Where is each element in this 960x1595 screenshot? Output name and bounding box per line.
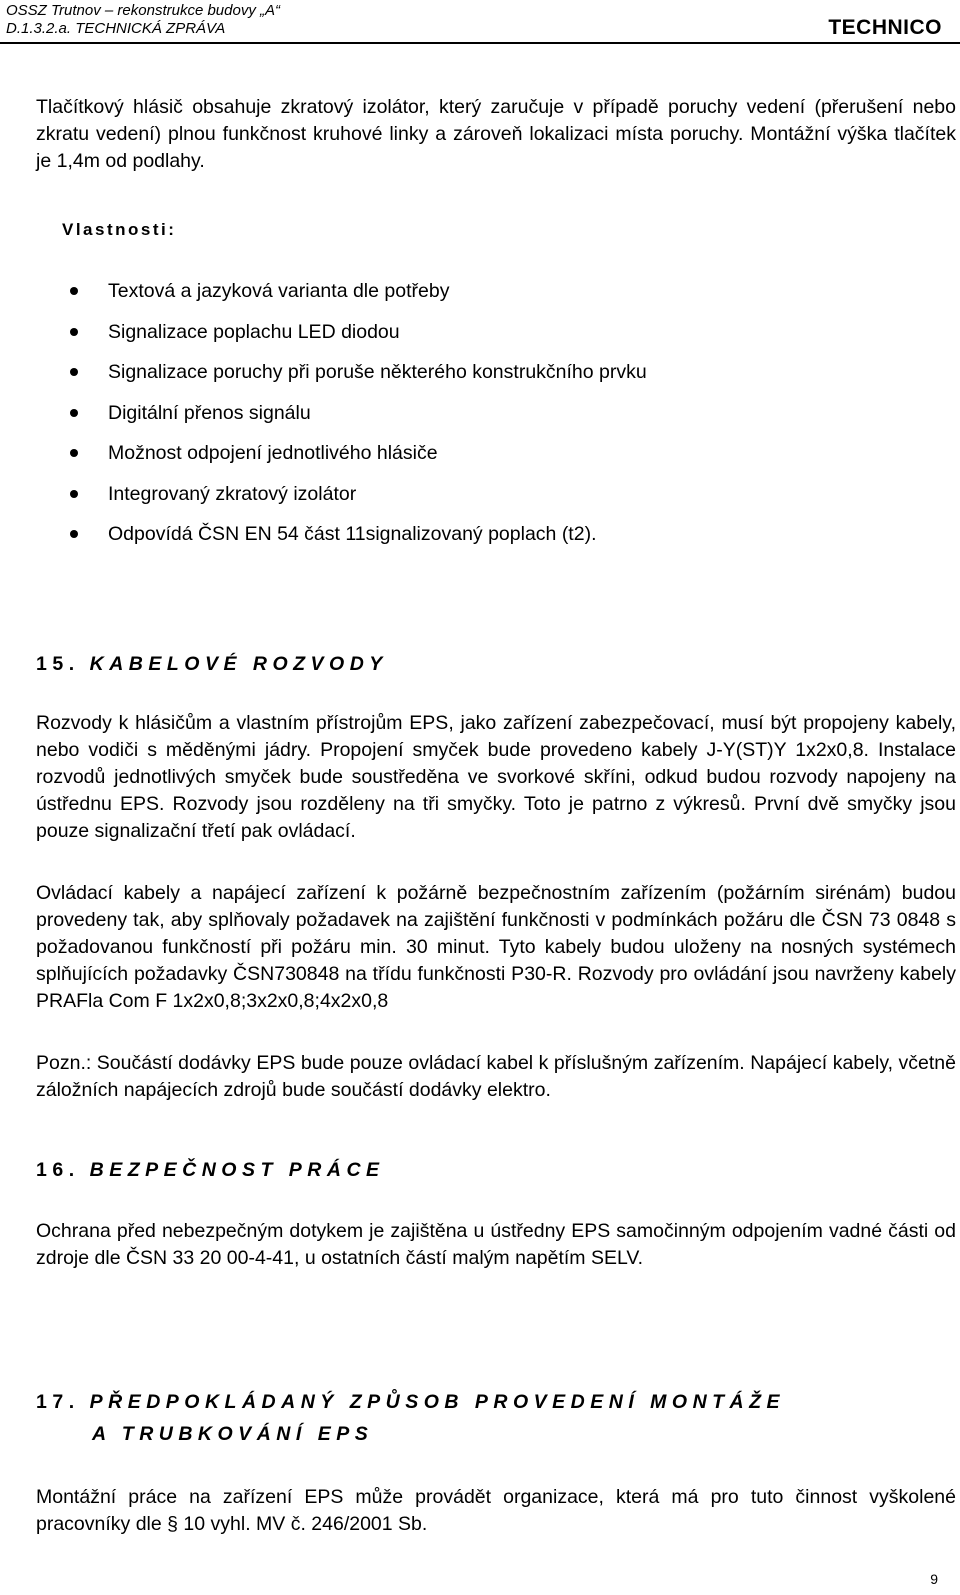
header-project: OSSZ Trutnov – rekonstrukce budovy „A“ — [6, 2, 280, 19]
section-17-paragraph: Montážní práce na zařízení EPS může provádět organizace, která má pro tuto činnost vyškolené pracovníky dle § 10 vyhl. MV č. 246/2001 Sb. — [36, 1486, 956, 1535]
section-16-heading — [36, 1156, 385, 1184]
bullet-icon — [70, 490, 78, 498]
bullet-icon — [70, 287, 78, 295]
list-item: Možnost odpojení jednotlivého hlásiče — [70, 440, 647, 481]
bullet-icon — [70, 368, 78, 376]
header-divider — [0, 42, 960, 44]
section-15-body-3 — [36, 1050, 956, 1104]
section-number: 15. — [36, 653, 80, 675]
bullet-icon — [70, 328, 78, 336]
bullet-icon — [70, 530, 78, 538]
section-title: BEZPEČNOST PRÁCE — [89, 1159, 385, 1181]
section-17-body — [36, 1484, 956, 1538]
company-logo: TECHNICO — [828, 16, 942, 39]
section-15-heading — [36, 650, 388, 678]
section-16-paragraph: Ochrana před nebezpečným dotykem je zajištěna u ústředny EPS samočinným odpojením vadné části od zdroje dle ČSN 33 20 00-4-41, u ostatních částí malým napětím SELV. — [36, 1220, 956, 1269]
page-number: 9 — [930, 1571, 938, 1587]
section-number: 16. — [36, 1159, 80, 1181]
section-15-paragraph-1: Rozvody k hlásičům a vlastním přístrojům EPS, jako zařízení zabezpečovací, musí být propojeny kabely, nebo vodiči s měděnými jádry. Propojení smyček bude provedeno kabely J-Y(ST)Y 1x2x0,8. Instalace rozvodů jednotlivých smyček bude soustředěna ve svorkové skříni, odkud budou rozvody napojeny na ústřednu EPS. Rozvody jsou rozděleny na tři smyčky. Toto je patrno z výkresů. První dvě smyčky jsou pouze signalizační třetí pak ovládací. — [36, 712, 956, 842]
section-15-paragraph-2: Ovládací kabely a napájecí zařízení k požárně bezpečnostním zařízením (požárním sirénám) budou provedeny tak, aby splňovaly požadavek na zajištění funkčnosti v podmínkách požáru dle ČSN 73 0848 s požadovanou funkčností při požáru min. 30 minut. Tyto kabely budou uloženy na nosných systémech splňujících požadavky ČSN730848 na třídu funkčnosti P30-R. Rozvody pro ovládání jsou navrženy kabely PRAFla Com F 1x2x0,8;3x2x0,8;4x2x0,8 — [36, 882, 956, 1012]
list-item: Odpovídá ČSN EN 54 část 11signalizovaný poplach (t2). — [70, 521, 647, 562]
list-item: Signalizace poplachu LED diodou — [70, 319, 647, 360]
page-header — [6, 2, 280, 38]
list-item: Digitální přenos signálu — [70, 400, 647, 441]
section-17-heading-line-2 — [92, 1420, 373, 1448]
intro-block — [36, 94, 956, 175]
list-item: Integrovaný zkratový izolátor — [70, 481, 647, 522]
header-doc-ref: D.1.3.2.a. TECHNICKÁ ZPRÁVA — [6, 20, 226, 37]
section-title: PŘEDPOKLÁDANÝ ZPŮSOB PROVEDENÍ MONTÁŽE — [89, 1391, 786, 1413]
section-16-body — [36, 1218, 956, 1272]
properties-list — [70, 278, 647, 562]
bullet-icon — [70, 409, 78, 417]
bullet-icon — [70, 449, 78, 457]
intro-paragraph: Tlačítkový hlásič obsahuje zkratový izolátor, který zaručuje v případě poruchy vedení (přerušení nebo zkratu vedení) plnou funkčnost kruhové linky a zároveň lokalizaci místa poruchy. Montážní výška tlačítek je 1,4m od podlahy. — [36, 96, 956, 172]
section-15-body-2 — [36, 880, 956, 1015]
section-title: A TRUBKOVÁNÍ EPS — [92, 1423, 374, 1445]
properties-heading: Vlastnosti: — [62, 220, 177, 239]
section-number: 17. — [36, 1391, 80, 1413]
section-17-heading — [36, 1388, 785, 1416]
section-title: KABELOVÉ ROZVODY — [89, 653, 388, 675]
list-item: Textová a jazyková varianta dle potřeby — [70, 278, 647, 319]
section-15-body — [36, 710, 956, 845]
list-item: Signalizace poruchy při poruše některého konstrukčního prvku — [70, 359, 647, 400]
section-15-paragraph-3: Pozn.: Součástí dodávky EPS bude pouze ovládací kabel k příslušným zařízením. Napájecí kabely, včetně záložních napájecích zdrojů bude součástí dodávky elektro. — [36, 1052, 956, 1101]
